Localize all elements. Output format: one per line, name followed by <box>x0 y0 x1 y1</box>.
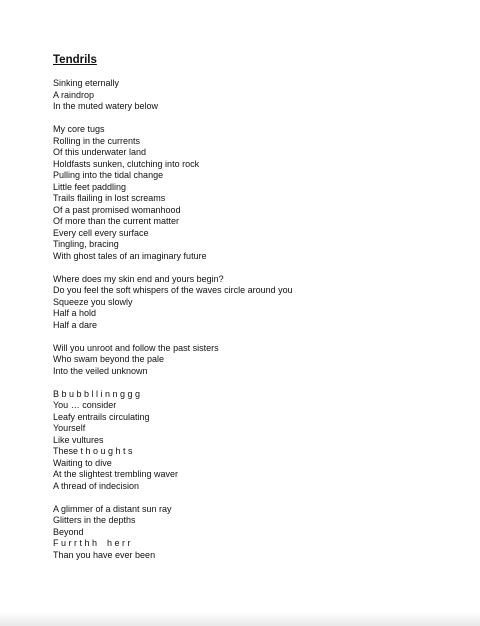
poem-line: Than you have ever been <box>53 549 156 560</box>
poem-line: Holdfasts sunken, clutching into rock <box>53 158 200 169</box>
poem-line: My core tugs <box>53 124 105 134</box>
stanza <box>53 343 463 378</box>
poem-line: At the slightest trembling waver <box>53 469 179 479</box>
poem-line: A glimmer of a distant sun ray <box>53 503 172 514</box>
poem-line: Leafy entrails circulating <box>53 411 150 422</box>
poem-line: These t h o u g h t s <box>53 446 133 456</box>
poem-line: Trails flailing in lost screams <box>53 193 166 203</box>
poem-line: Half a dare <box>53 319 98 330</box>
stanza <box>53 274 463 332</box>
poem-line: B b u b b l l i n n g g g <box>53 388 141 399</box>
poem-line: Squeeze you slowly <box>53 296 133 307</box>
stanza <box>53 124 463 262</box>
poem-line: In the muted watery below <box>53 101 159 111</box>
poem-line: Of this underwater land <box>53 147 147 157</box>
poem-line: Sinking eternally <box>53 78 120 88</box>
page-bottom-edge <box>0 612 480 626</box>
poem-line: Like vultures <box>53 434 104 445</box>
poem-line: Where does my skin end and yours begin? <box>53 273 224 284</box>
poem-line: Glitters in the depths <box>53 515 136 525</box>
poem-line: Rolling in the currents <box>53 135 141 146</box>
stanza <box>53 78 463 113</box>
poem-line: Every cell every surface <box>53 227 149 238</box>
poem-line: You … consider <box>53 400 117 410</box>
poem-line: Yourself <box>53 423 86 433</box>
poem-line: Beyond <box>53 526 84 537</box>
stanza <box>53 389 463 493</box>
poem-line: Who swam beyond the pale <box>53 354 165 364</box>
poem-line: Do you feel the soft whispers of the waves circle around you <box>53 285 293 295</box>
poem-line: A raindrop <box>53 89 95 100</box>
poem-line: Pulling into the tidal change <box>53 170 164 180</box>
poem <box>53 53 463 573</box>
poem-line: Of a past promised womanhood <box>53 204 181 215</box>
poem-line: Waiting to dive <box>53 457 112 468</box>
stanza <box>53 504 463 562</box>
poem-line: Into the veiled unknown <box>53 365 148 376</box>
poem-line: Of more than the current matter <box>53 216 180 226</box>
poem-line: Half a hold <box>53 308 97 318</box>
poem-title: Tendrils <box>53 54 97 66</box>
poem-line: With ghost tales of an imaginary future <box>53 250 207 261</box>
poem-line: Will you unroot and follow the past sisters <box>53 342 219 353</box>
poem-line: Tingling, bracing <box>53 239 119 249</box>
poem-line: Little feet paddling <box>53 181 127 192</box>
poem-line: A thread of indecision <box>53 480 140 491</box>
poem-body <box>53 78 463 561</box>
poem-line: F u r r t h h h e r r <box>53 538 131 548</box>
